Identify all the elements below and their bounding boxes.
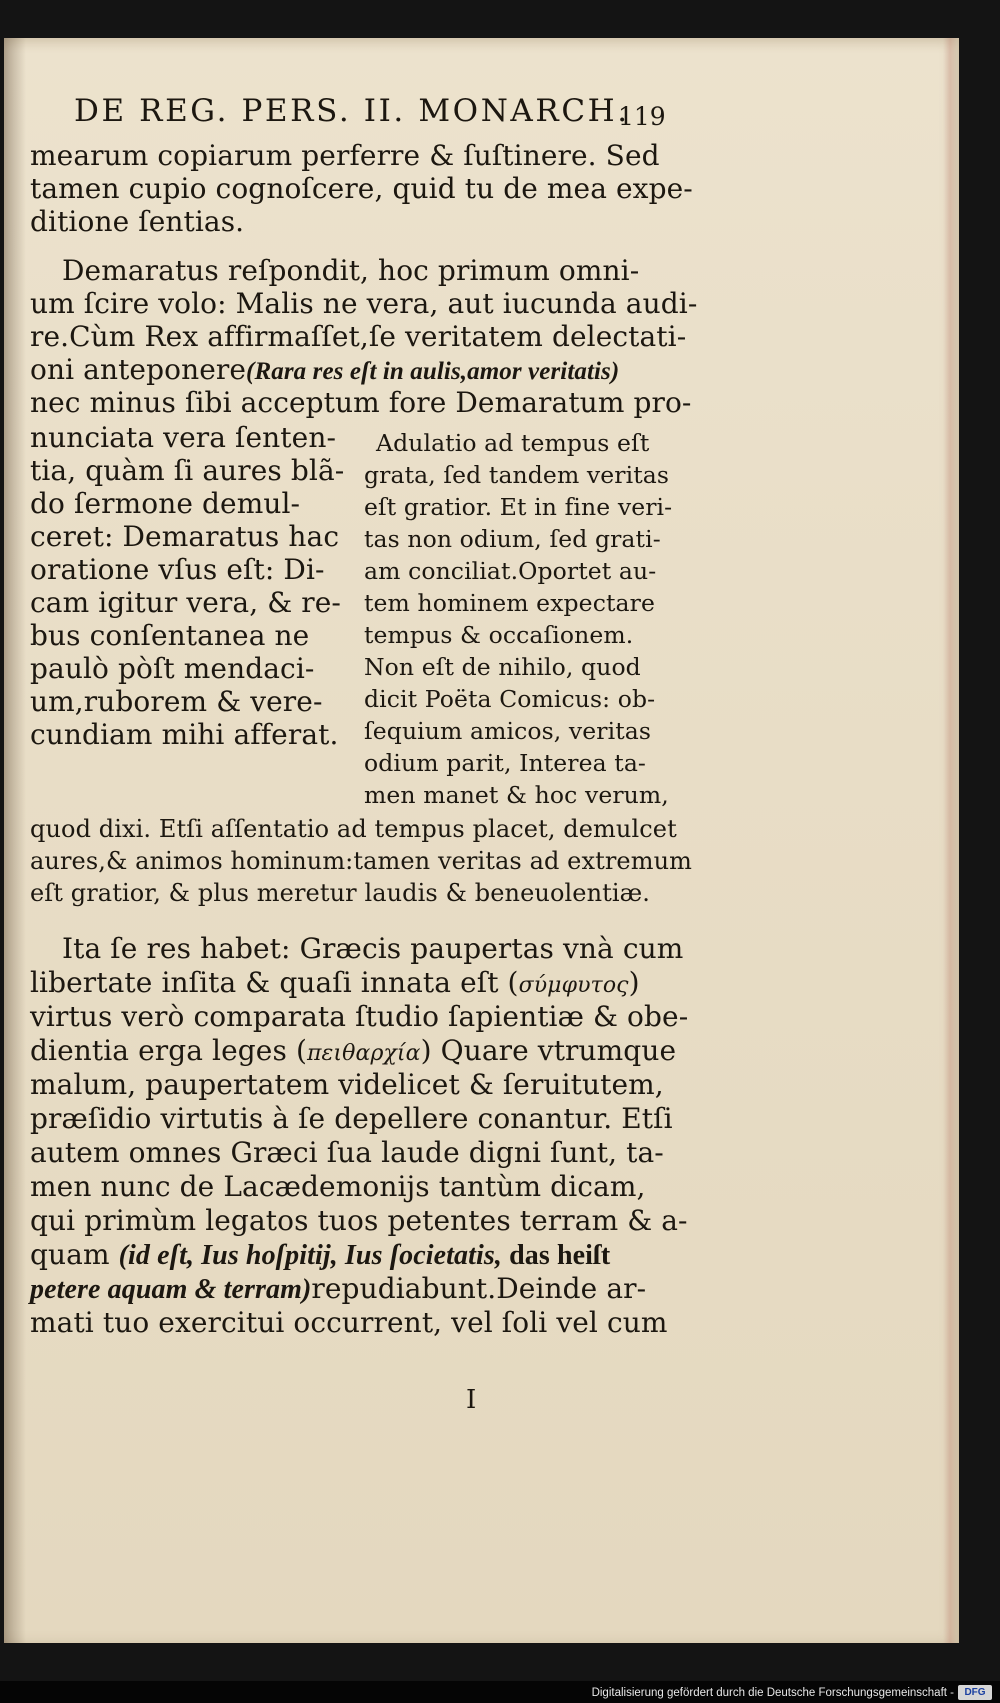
text-line: ditione ſentias. [30,205,245,238]
gutter-shadow [4,38,26,1643]
left-column-line: um,ruborem & vere- [30,685,323,718]
text-line: virtus verò comparata ſtudio ſapientiæ & obe- [30,1000,689,1033]
text-line: re.Cùm Rex affirmaſſet,ſe veritatem delectati- [30,320,687,353]
running-head: DE REG. PERS. II. MONARCH. [74,93,630,129]
book-page [4,38,959,1643]
italic-gloss: (Rara res eſt in aulis,amor veritatis) [246,358,620,385]
text-line: malum, paupertatem videlicet & ſeruitutem, [30,1068,664,1101]
left-column-line: paulò pòſt mendaci- [30,652,315,685]
text-line [30,968,640,1001]
text-run: quam [30,1238,119,1271]
italic-gloss: (id eſt, Ius hoſpitij, Ius ſocietatis, [118,1240,502,1271]
side-line: grata, ſed tandem veritas [364,461,670,489]
left-column-line: bus conſentanea ne [30,619,310,652]
left-column-line: tia, quàm ſi aures blã- [30,454,345,487]
text-run: ) [628,966,640,999]
text-line: eſt gratior, & plus meretur laudis & beneuolentiæ. [30,879,651,907]
side-line: am conciliat.Oportet au- [364,557,657,585]
text-line: aures,& animos hominum:tamen veritas ad extremum [30,847,693,875]
signature-mark: I [466,1385,477,1415]
side-line: odium parit, Interea ta- [364,749,646,777]
text-line: mearum copiarum perferre & ſuſtinere. Sed [30,139,660,172]
left-column-line: cundiam mihi afferat. [30,718,339,751]
text-line [30,1274,646,1305]
side-line: tempus & occaſionem. [364,621,634,649]
left-column-line: oratione vſus eſt: Di- [30,553,325,586]
text-line: Demaratus reſpondit, hoc primum omni- [62,254,640,287]
left-column-line: nunciata vera ſenten- [30,421,337,454]
text-run: oni anteponere [30,353,247,386]
text-line [30,1036,676,1069]
footer-bar [0,1681,1000,1703]
text-run: repudiabunt.Deinde ar- [311,1272,647,1305]
text-line: tamen cupio cognoſcere, quid tu de mea expe- [30,172,693,205]
greek-word: πειθαρχία [306,1041,421,1066]
side-line: Adulatio ad tempus eſt [376,429,650,457]
text-line: qui primùm legatos tuos petentes terram & a- [30,1204,688,1237]
footer-credit: Digitalisierung gefördert durch die Deutsche Forschungsgemeinschaft - [591,1687,954,1699]
page-number: 119 [618,102,666,131]
side-line: eſt gratior. Et in fine veri- [364,493,673,521]
text-run: libertate inſita & quaſi innata eſt ( [30,966,519,999]
dfg-logo: DFG [958,1685,992,1700]
text-line [30,1240,610,1271]
text-line: præſidio virtutis à ſe depellere conantur. Etſi [30,1102,673,1135]
left-column-line: cam igitur vera, & re- [30,586,341,619]
text-line: Ita ſe res habet: Græcis paupertas vnà cum [62,932,684,965]
text-line: quod dixi. Etſi aſſentatio ad tempus placet, demulcet [30,815,677,843]
side-line: ſequium amicos, veritas [364,717,652,745]
italic-gloss: petere aquam & terram) [30,1274,312,1305]
left-column-line: do ſermone demul- [30,487,301,520]
side-line: tem hominem expectare [364,589,655,617]
text-line [30,355,619,387]
page-edge-stain [943,38,957,1643]
text-run: dientia erga leges ( [30,1034,307,1067]
left-column-line: ceret: Demaratus hac [30,520,340,553]
text-line: nec minus ſibi acceptum fore Demaratum pro- [30,386,692,419]
text-line: um ſcire volo: Malis ne vera, aut iucunda audi- [30,287,698,320]
text-line: men nunc de Lacædemonijs tantùm dicam, [30,1170,646,1203]
side-line: men manet & hoc verum, [364,781,669,809]
german-gloss: das heiſt [501,1240,611,1271]
text-line: autem omnes Græci ſua laude digni ſunt, ta- [30,1136,664,1169]
side-line: Non eſt de nihilo, quod [364,653,641,681]
side-line: tas non odium, ſed grati- [364,525,661,553]
text-run: ) Quare vtrumque [420,1034,677,1067]
text-line: mati tuo exercitui occurrent, vel ſoli vel cum [30,1306,668,1339]
greek-word: σύμφυτος [518,973,629,998]
side-line: dicit Poëta Comicus: ob- [364,685,656,713]
